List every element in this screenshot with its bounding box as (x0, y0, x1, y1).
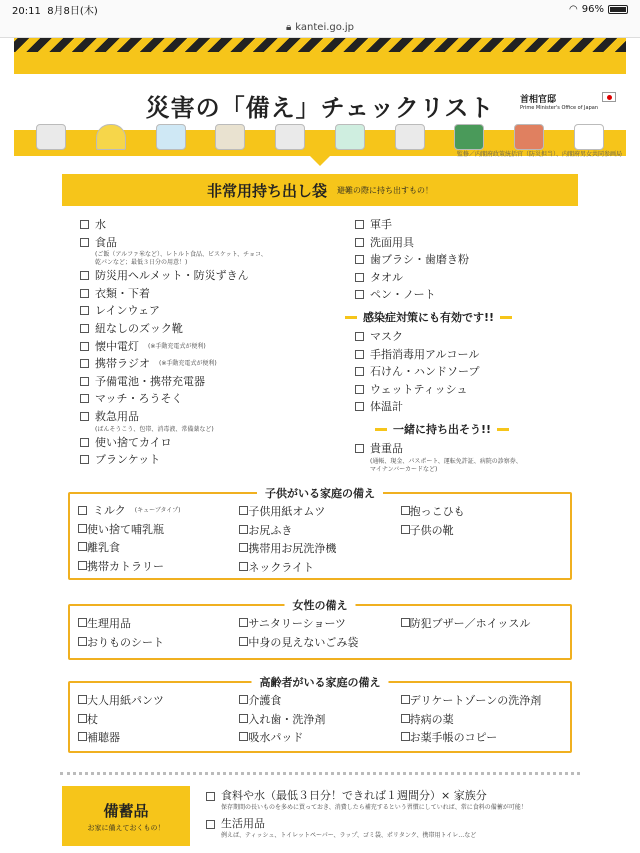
checkbox[interactable] (206, 820, 215, 829)
checkbox[interactable] (239, 543, 248, 552)
brand-logo: 首相官邸 Prime Minister's Office of Japan (520, 92, 616, 111)
checklist-item[interactable]: ブランケット (80, 451, 267, 469)
elderly-section (68, 676, 572, 753)
battery-percent: 96% (581, 3, 604, 15)
checklist-item[interactable]: 水 (80, 216, 267, 234)
checkbox[interactable] (355, 290, 364, 299)
checkbox[interactable] (355, 367, 364, 376)
emergency-bag-title: 非常用持ち出し袋 (206, 181, 327, 200)
checkbox[interactable] (401, 618, 410, 627)
checklist-item[interactable]: 防犯ブザー／ホイッスル (401, 614, 562, 633)
checkbox[interactable] (401, 506, 410, 515)
checkbox[interactable] (78, 561, 87, 570)
children-title: 子供がいる家庭の備え (257, 485, 383, 501)
infection-subheading: 感染症対策にも有効です!! (345, 308, 522, 328)
checkbox[interactable] (78, 714, 87, 723)
checklist-item[interactable]: 食品 (80, 234, 267, 252)
item-note: (ばんそうこう、包帯、消毒液、常備薬など) (95, 425, 214, 433)
item-note: 保存期間の長いものを多めに買っておき、消費したら補充するという習慣にしていれば、常に食料の備蓄が可能！ (221, 804, 527, 811)
checklist-item[interactable]: 介護食 (239, 691, 400, 710)
first-aid-icon (395, 124, 425, 150)
checkbox[interactable] (239, 732, 248, 741)
checkbox[interactable] (80, 271, 89, 280)
checklist-item[interactable]: 使い捨てカイロ (80, 434, 267, 452)
stockpile-list (206, 788, 527, 840)
checkbox[interactable] (80, 289, 89, 298)
checkbox[interactable] (80, 238, 89, 247)
page-title: 災害の「備え」チェックリスト (145, 94, 495, 122)
checkbox[interactable] (80, 412, 89, 421)
wet-tissue-icon (335, 124, 365, 150)
flashlight-icon (275, 124, 305, 150)
stockpile-title: 備蓄品 (103, 802, 149, 820)
checklist-item[interactable]: 抱っこひも (401, 502, 562, 521)
checkbox[interactable] (355, 238, 364, 247)
item-note: 例えば、ティッシュ、トイレットペーパー、ラップ、ゴミ袋、ポリタンク、携帯用トイレ…など (221, 832, 477, 839)
checkbox[interactable] (78, 732, 87, 741)
checklist-item[interactable]: ネックライト (239, 558, 400, 577)
checklist-item[interactable]: 使い捨て哺乳瓶 (78, 520, 239, 539)
checklist-item[interactable]: 杖 (78, 710, 239, 729)
checkbox[interactable] (239, 637, 248, 646)
stockpile-header (62, 786, 190, 846)
helmet-icon (96, 124, 126, 150)
emergency-bag-subtitle: 避難の際に持ち出すもの！ (337, 185, 433, 195)
checklist-item[interactable]: サニタリーショーツ (239, 614, 400, 633)
checklist-item[interactable]: 体温計 (355, 398, 522, 416)
can-icon (514, 124, 544, 150)
checklist-item[interactable]: 吸水パッド (239, 728, 400, 747)
checklist-item[interactable]: 歯ブラシ・歯磨き粉 (355, 251, 522, 269)
checklist-item[interactable]: 軍手 (355, 216, 522, 234)
checkbox[interactable] (355, 444, 364, 453)
checkbox[interactable] (78, 695, 87, 704)
checklist-item[interactable]: 衣類・下着 (80, 285, 267, 303)
japan-flag-icon (602, 92, 616, 102)
checkbox[interactable] (401, 714, 410, 723)
checkbox[interactable] (355, 402, 364, 411)
checkbox[interactable] (355, 332, 364, 341)
backpack-icon (215, 124, 245, 150)
checklist-item[interactable]: 手指消毒用アルコール (355, 346, 522, 364)
checkbox[interactable] (206, 792, 215, 801)
checkbox[interactable] (80, 324, 89, 333)
emergency-list-right (355, 216, 522, 474)
url-text: kantei.go.jp (295, 22, 355, 33)
checkbox[interactable] (401, 732, 410, 741)
checkbox[interactable] (239, 506, 248, 515)
checklist-item[interactable]: 中身の見えないごみ袋 (239, 633, 400, 652)
checklist-item[interactable]: 補聴器 (78, 728, 239, 747)
checkbox[interactable] (239, 562, 248, 571)
checklist-item[interactable]: ペン・ノート (355, 286, 522, 304)
checklist-item[interactable]: レインウェア (80, 302, 267, 320)
mask-icon (574, 124, 604, 150)
status-right (569, 4, 628, 15)
checklist-item[interactable]: 貴重品 (355, 440, 522, 458)
checklist-item[interactable]: 予備電池・携帯充電器 (80, 373, 267, 391)
hazard-stripes (14, 38, 626, 52)
children-section (68, 487, 572, 580)
checkbox[interactable] (80, 455, 89, 464)
card-icon (454, 124, 484, 150)
checkbox[interactable] (80, 394, 89, 403)
battery-icon (608, 5, 628, 14)
lock-icon: 🔒︎ (285, 22, 292, 33)
checkbox[interactable] (80, 342, 89, 351)
radio-icon (36, 124, 66, 150)
checklist-item[interactable]: 紐なしのズック靴 (80, 320, 267, 338)
checkbox[interactable] (80, 359, 89, 368)
checklist-item[interactable]: 持病の薬 (401, 710, 562, 729)
status-time: 20:11 8月8日(木) (12, 5, 98, 17)
checklist-item[interactable]: おりものシート (78, 633, 239, 652)
item-note: (ご飯（アルファ米など）、レトルト食品、ビスケット、チョコ、 (95, 251, 267, 259)
checkbox[interactable] (355, 273, 364, 282)
checklist-item[interactable]: 石けん・ハンドソープ (355, 363, 522, 381)
emergency-bag-header (62, 174, 578, 206)
checkbox[interactable] (80, 438, 89, 447)
checkbox[interactable] (239, 714, 248, 723)
checklist-item[interactable]: 大人用紙パンツ (78, 691, 239, 710)
checklist-item[interactable]: 救急用品 (80, 408, 267, 426)
checklist-item[interactable]: デリケートゾーンの洗浄剤 (401, 691, 562, 710)
women-title: 女性の備え (285, 597, 356, 613)
supply-icons (36, 114, 604, 150)
checklist-item[interactable]: マスク (355, 328, 522, 346)
wifi-icon: ◠ (569, 3, 578, 15)
water-bottle-icon (156, 124, 186, 150)
checklist-item[interactable]: お薬手帳のコピー (401, 728, 562, 747)
checkbox[interactable] (239, 618, 248, 627)
checkbox[interactable] (239, 525, 248, 534)
checklist-item[interactable]: 生活用品 (206, 816, 527, 832)
checkbox[interactable] (78, 618, 87, 627)
checklist-item[interactable]: ミルク (キューブタイプ) (78, 502, 239, 520)
elderly-title: 高齢者がいる家庭の備え (252, 674, 389, 690)
checklist-item[interactable]: 離乳食 (78, 538, 239, 557)
item-note: 乾パンなど；最低３日分の用意！) (95, 259, 188, 267)
checklist-item[interactable]: 携帯カトラリー (78, 557, 239, 576)
stockpile-subtitle: お家に備えておくもの！ (87, 824, 165, 832)
checkbox[interactable] (355, 350, 364, 359)
checklist-item[interactable]: タオル (355, 269, 522, 287)
checklist-item[interactable]: 防災用ヘルメット・防災ずきん (80, 267, 267, 285)
supervision-credit: 監修／内閣府政策統括官（防災担当）、内閣府男女共同参画局 (456, 151, 622, 158)
url-bar[interactable] (0, 18, 640, 38)
checklist-item[interactable]: 食料や水（最低３日分！できれば１週間分）× 家族分 (206, 788, 527, 804)
checklist-item[interactable]: 洗面用具 (355, 234, 522, 252)
checklist-item[interactable]: 懐中電灯 (※手動充電式が便利) (80, 338, 267, 356)
checkbox[interactable] (239, 695, 248, 704)
item-note: (通帳、現金、パスポート、運転免許証、病院の診察券、 (370, 457, 522, 465)
divider (60, 772, 580, 775)
checklist-item[interactable]: ウェットティッシュ (355, 381, 522, 399)
checkbox[interactable] (355, 255, 364, 264)
women-section (68, 599, 572, 660)
checklist-item[interactable]: お尻ふき (239, 521, 400, 540)
checkbox[interactable] (355, 220, 364, 229)
emergency-list-left (80, 216, 267, 469)
together-subheading: 一緒に持ち出そう!! (375, 420, 522, 440)
checklist-item[interactable]: 入れ歯・洗浄剤 (239, 710, 400, 729)
checkbox[interactable] (78, 542, 87, 551)
checkbox[interactable] (80, 377, 89, 386)
checkbox[interactable] (78, 637, 87, 646)
header-banner (14, 38, 626, 156)
checkbox[interactable] (80, 220, 89, 229)
checklist-item[interactable]: マッチ・ろうそく (80, 390, 267, 408)
checkbox[interactable] (401, 525, 410, 534)
checklist-item[interactable]: 携帯ラジオ (※手動充電式が便利) (80, 355, 267, 373)
checklist-item[interactable]: 子供用紙オムツ (239, 502, 400, 521)
checkbox[interactable] (78, 506, 87, 515)
checkbox[interactable] (355, 385, 364, 394)
checklist-item[interactable]: 生理用品 (78, 614, 239, 633)
status-bar (0, 0, 640, 18)
checklist-item[interactable]: 子供の靴 (401, 521, 562, 540)
banner-notch (310, 156, 330, 166)
checkbox[interactable] (80, 306, 89, 315)
checkbox[interactable] (401, 695, 410, 704)
item-note: マイナンバーカードなど) (370, 465, 438, 473)
checklist-item[interactable]: 携帯用お尻洗浄機 (239, 539, 400, 558)
checkbox[interactable] (78, 524, 87, 533)
